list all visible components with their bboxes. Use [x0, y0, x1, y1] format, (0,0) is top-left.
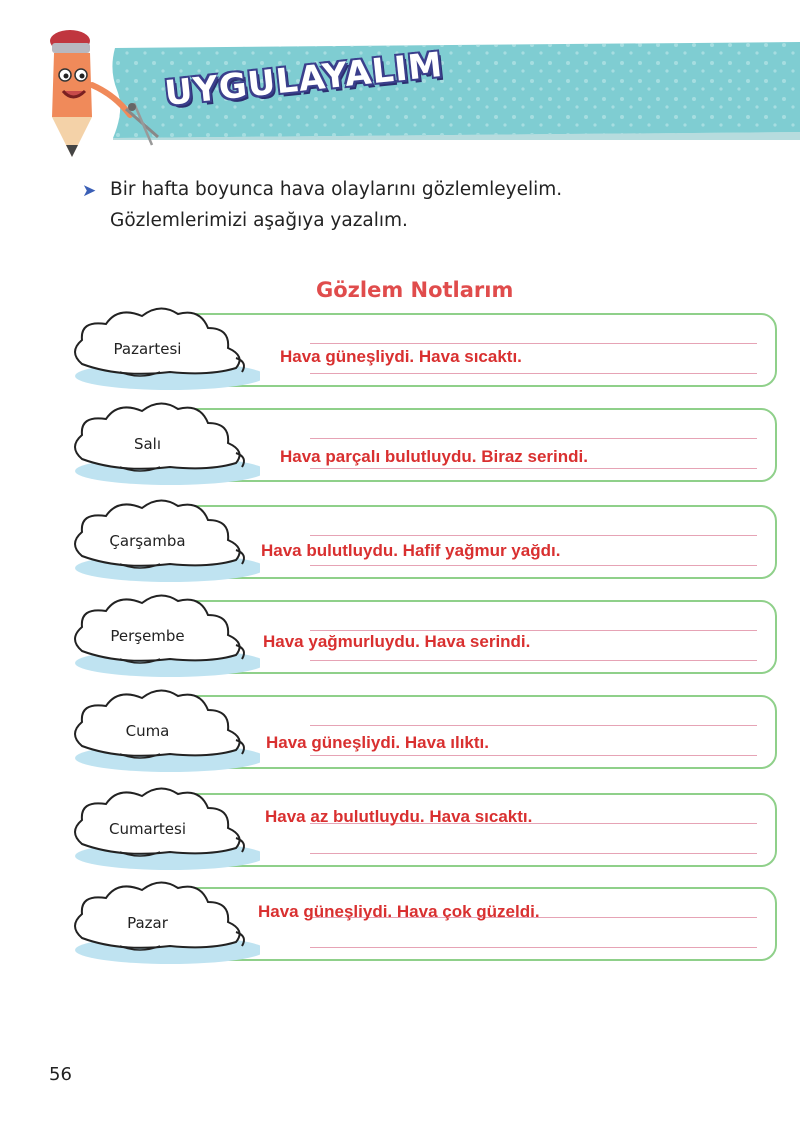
- arrow-bullet-icon: ➤: [82, 181, 97, 201]
- observation-note: Hava güneşliydi. Hava sıcaktı.: [280, 347, 522, 366]
- list-item: [60, 884, 720, 964]
- list-item: [60, 310, 720, 390]
- observation-note: Hava az bulutluydu. Hava sıcaktı.: [265, 807, 533, 826]
- page-number: 56: [49, 1064, 72, 1085]
- list-item: [60, 502, 720, 582]
- list-item: [60, 692, 720, 772]
- observation-note: Hava güneşliydi. Hava ılıktı.: [266, 733, 489, 752]
- day-label: Salı: [133, 435, 162, 453]
- day-label: Pazar: [127, 914, 168, 932]
- instruction-line-2: Gözlemlerimizi aşağıya yazalım.: [110, 210, 408, 231]
- day-label: Perşembe: [110, 627, 185, 645]
- observation-note: Hava bulutluydu. Hafif yağmur yağdı.: [261, 541, 561, 560]
- instruction-line-1: Bir hafta boyunca hava olaylarını gözlemleyelim.: [110, 179, 563, 200]
- section-title-text: Gözlem Notlarım: [316, 278, 514, 302]
- day-label: Cumartesi: [108, 820, 187, 838]
- page-title: UYGULAYALIM: [162, 44, 445, 114]
- observation-note: Hava güneşliydi. Hava çok güzeldi.: [258, 902, 540, 921]
- day-label: Çarşamba: [109, 532, 186, 550]
- observation-note: Hava yağmurluydu. Hava serindi.: [263, 632, 531, 651]
- day-label: Pazartesi: [113, 340, 182, 358]
- observation-note: Hava parçalı bulutluydu. Biraz serindi.: [280, 447, 588, 466]
- list-item: [60, 790, 720, 870]
- list-item: [60, 597, 720, 677]
- pencil-mascot-icon: [30, 25, 170, 160]
- list-item: [60, 405, 720, 485]
- instructions: [82, 174, 562, 236]
- day-label: Cuma: [125, 722, 170, 740]
